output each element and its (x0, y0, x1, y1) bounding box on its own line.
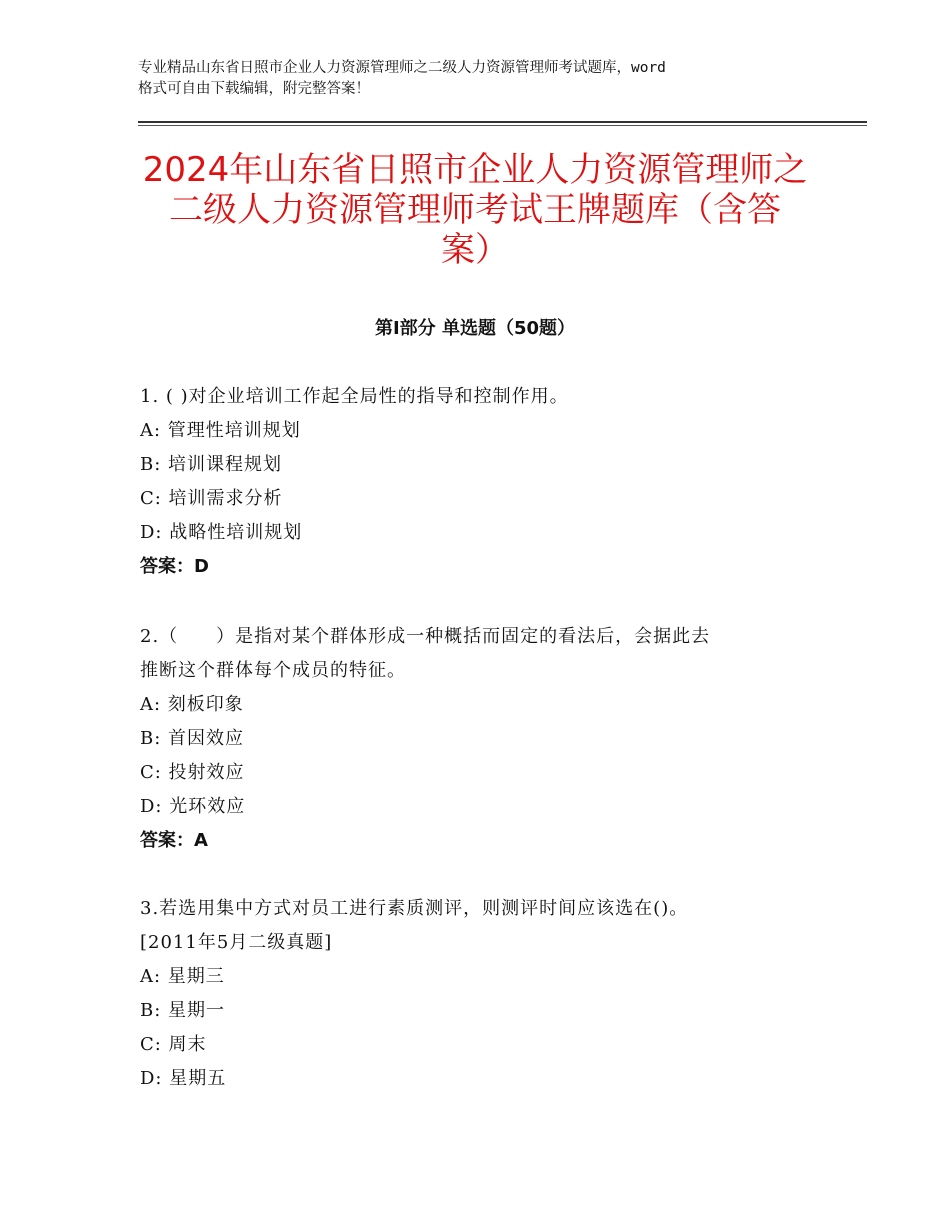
answer: 答案：D (140, 556, 209, 577)
option-b: B: 星期一 (140, 1000, 226, 1021)
option-b: B: 培训课程规划 (140, 454, 283, 475)
title-line-1: 2024年山东省日照市企业人力资源管理师之 (142, 150, 808, 190)
title-line-2: 二级人力资源管理师考试王牌题库（含答 (169, 190, 781, 230)
option-d: D: 战略性培训规划 (140, 522, 303, 543)
section-heading: 第Ⅰ部分 单选题（50题） (374, 318, 575, 339)
option-a: A: 管理性培训规划 (140, 420, 301, 441)
header-divider-thick (138, 121, 867, 123)
question-stem-line-2: [2011年5月二级真题] (140, 932, 333, 953)
option-d: D: 光环效应 (140, 796, 246, 817)
option-a: A: 星期三 (140, 966, 225, 987)
title-line-3: 案） (441, 230, 509, 270)
question-3 (140, 892, 840, 1096)
question-stem-line-1: 3.若选用集中方式对员工进行素质测评，则测评时间应该选在()。 (140, 898, 689, 919)
option-c: C: 周末 (140, 1034, 207, 1055)
option-a: A: 刻板印象 (140, 694, 244, 715)
option-b: B: 首因效应 (140, 728, 245, 749)
question-stem: 1. ( )对企业培训工作起全局性的指导和控制作用。 (140, 386, 569, 407)
header-note (138, 58, 818, 100)
header-note-line-1: 专业精品山东省日照市企业人力资源管理师之二级人力资源管理师考试题库，word (138, 60, 666, 76)
option-c: C: 培训需求分析 (140, 488, 283, 509)
header-divider-thin (138, 125, 867, 126)
question-1 (140, 380, 840, 584)
question-stem-line-2: 推断这个群体每个成员的特征。 (140, 660, 406, 681)
option-c: C: 投射效应 (140, 762, 245, 783)
question-2 (140, 620, 840, 858)
answer: 答案：A (140, 830, 208, 851)
question-stem-line-1: 2.（ ）是指对某个群体形成一种概括而固定的看法后，会据此去 (140, 626, 711, 647)
header-note-line-2: 格式可自由下载编辑，附完整答案！ (138, 81, 370, 97)
document-title (120, 150, 830, 270)
option-d: D: 星期五 (140, 1068, 227, 1089)
